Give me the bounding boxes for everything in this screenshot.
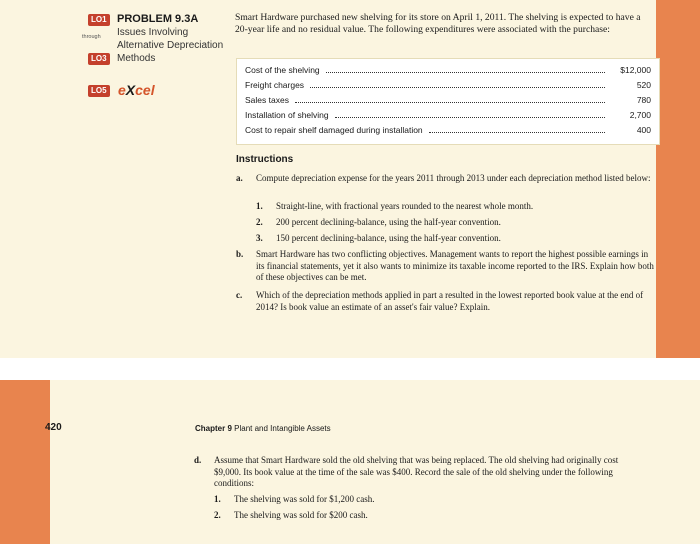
excel-logo-icon <box>118 82 155 98</box>
leader-dots <box>295 95 605 103</box>
item-number: 3. <box>256 233 263 243</box>
item-text: 200 percent declining-balance, using the half-year convention. <box>276 217 501 227</box>
item-number: 1. <box>214 494 221 504</box>
method-item-2 <box>256 217 656 229</box>
chapter-title: Plant and Intangible Assets <box>234 424 331 433</box>
item-text: Assume that Smart Hardware sold the old shelving that was being replaced. The old shelving had originally cost $9,000. Its book value at the time of the sale was $400. Record the sale of the old shelving under the following conditions: <box>214 455 619 488</box>
leader-dots <box>335 110 605 118</box>
instruction-item-b <box>236 249 656 284</box>
item-letter: c. <box>236 290 243 300</box>
item-letter: b. <box>236 249 244 259</box>
page-gap <box>0 358 700 380</box>
cost-row <box>245 95 651 110</box>
instruction-item-c <box>236 290 656 313</box>
excel-logo-prefix: e <box>118 82 126 98</box>
problem-title: PROBLEM 9.3A <box>117 13 199 25</box>
cost-label: Cost to repair shelf damaged during installation <box>245 125 423 135</box>
cost-label: Sales taxes <box>245 95 289 105</box>
cost-table <box>236 58 660 145</box>
condition-item-2 <box>214 510 614 522</box>
leader-dots <box>326 65 605 73</box>
item-number: 1. <box>256 201 263 211</box>
lo-badge-3: LO3 <box>88 53 110 65</box>
cost-value: $12,000 <box>620 65 651 75</box>
textbook-page-bottom <box>0 380 700 544</box>
instruction-item-a <box>236 173 656 185</box>
through-label: through <box>82 34 101 40</box>
page-margin-band <box>656 0 700 358</box>
method-item-1 <box>256 201 656 213</box>
item-text: Smart Hardware has two conflicting objectives. Management wants to report the highest possible earnings in its financial statements, yet it also wants to minimize its taxable income reported to the IRS. Explain how both of these objectives can be met. <box>256 249 654 282</box>
cost-row <box>245 125 651 140</box>
item-letter: d. <box>194 455 202 465</box>
item-letter: a. <box>236 173 243 183</box>
problem-intro: Smart Hardware purchased new shelving for its store on April 1, 2011. The shelving is expected to have a 20-year life and no residual value. The following expenditures were associated with the purchase: <box>235 12 641 35</box>
item-text: The shelving was sold for $1,200 cash. <box>234 494 375 504</box>
cost-value: 400 <box>636 125 651 135</box>
instruction-item-d <box>194 455 624 490</box>
item-text: Compute depreciation expense for the years 2011 through 2013 under each depreciation method listed below: <box>256 173 651 183</box>
item-text: 150 percent declining-balance, using the half-year convention. <box>276 233 501 243</box>
cost-value: 520 <box>636 80 651 90</box>
leader-dots <box>429 125 605 133</box>
cost-label: Installation of shelving <box>245 110 329 120</box>
method-item-3 <box>256 233 656 245</box>
excel-logo-suffix: cel <box>135 82 155 98</box>
lo-badge-1: LO1 <box>88 14 110 26</box>
lo-badge-5: LO5 <box>88 85 110 97</box>
cost-value: 780 <box>636 95 651 105</box>
page-margin-band <box>0 380 50 544</box>
cost-label: Freight charges <box>245 80 305 90</box>
chapter-header <box>195 424 331 433</box>
item-text: The shelving was sold for $200 cash. <box>234 510 368 520</box>
item-text: Which of the depreciation methods applied in part a resulted in the lowest reported book value at the end of 2014? Is book value an estimate of an asset's fair value? Explain. <box>256 290 644 312</box>
condition-item-1 <box>214 494 614 506</box>
instructions-heading: Instructions <box>236 154 294 165</box>
cost-value: 2,700 <box>629 110 651 120</box>
cost-row <box>245 110 651 125</box>
cost-label: Cost of the shelving <box>245 65 320 75</box>
cost-row <box>245 80 651 95</box>
page-number: 420 <box>45 422 62 433</box>
item-number: 2. <box>256 217 263 227</box>
problem-subtitle: Issues Involving Alternative Depreciation Methods <box>117 27 224 64</box>
excel-logo-x: X <box>125 82 136 98</box>
cost-row <box>245 65 651 80</box>
item-number: 2. <box>214 510 221 520</box>
chapter-label: Chapter 9 <box>195 424 232 433</box>
item-text: Straight-line, with fractional years rounded to the nearest whole month. <box>276 201 534 211</box>
leader-dots <box>310 80 605 88</box>
